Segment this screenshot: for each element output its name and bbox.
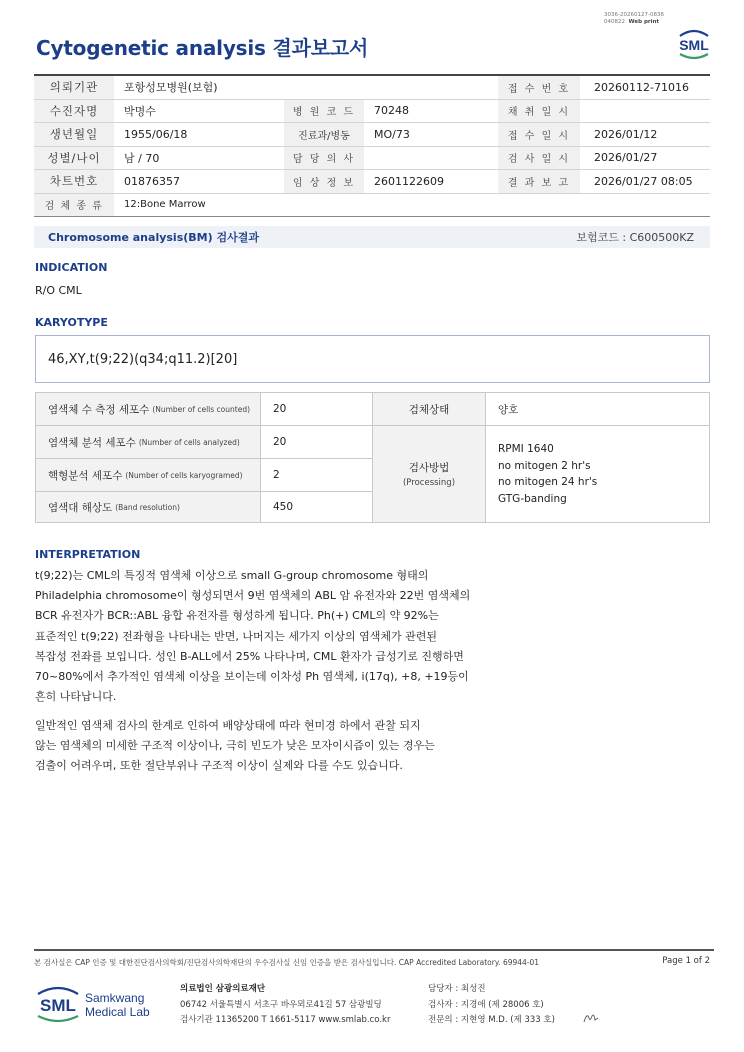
cells-counted-value: 20 — [261, 393, 373, 426]
label-requesting-institution: 의뢰기관 — [34, 76, 114, 99]
header-row — [34, 147, 710, 171]
org-info — [180, 982, 390, 1029]
cells-karyogramed-label: 핵형분석 세포수 (Number of cells karyogramed) — [36, 459, 261, 492]
value-clinical-info: 2601122609 — [374, 174, 444, 188]
section-bar — [34, 226, 710, 248]
section-title: Chromosome analysis(BM) 검사결과 — [48, 231, 259, 244]
label-specimen-type: 검 체 종 류 — [34, 194, 114, 217]
method-item: no mitogen 2 hr's — [498, 459, 591, 472]
label-receipt-number: 접 수 번 호 — [498, 76, 580, 99]
label-hospital-code: 병 원 코 드 — [284, 100, 364, 123]
cells-analyzed-value: 20 — [261, 426, 373, 459]
svg-text:SML: SML — [40, 996, 76, 1015]
cells-counted-label: 염색체 수 측정 세포수 (Number of cells counted) — [36, 393, 261, 426]
value-test-date: 2026/01/27 — [594, 151, 658, 165]
interpretation-heading: INTERPRETATION — [35, 548, 141, 561]
org-address: 06742 서울특별시 서초구 바우뫼로41길 57 삼광빌딩 — [180, 999, 382, 1010]
value-department: MO/73 — [374, 127, 410, 141]
cells-analyzed-label: 염색체 분석 세포수 (Number of cells analyzed) — [36, 426, 261, 459]
staff-person: 담당자 : 최성진 — [428, 984, 486, 994]
staff-info — [428, 982, 555, 1029]
value-collection-date — [584, 100, 710, 123]
label-sex-age: 성별/나이 — [34, 147, 114, 170]
insurance-code: 보험코드 : C600500KZ — [576, 231, 694, 244]
label-chart-number: 차트번호 — [34, 170, 114, 193]
header-row — [34, 194, 710, 218]
value-report-date: 2026/01/27 08:05 — [594, 174, 693, 188]
header-row — [34, 100, 710, 124]
method-list — [486, 426, 709, 522]
value-sex-age: 남 / 70 — [124, 151, 160, 165]
label-department: 진료과/병동 — [284, 123, 364, 146]
header-row — [34, 170, 710, 194]
label-collection-date: 채 취 일 시 — [498, 100, 580, 123]
label-clinical-info: 임 상 정 보 — [284, 170, 364, 193]
accreditation-note: 본 검사실은 CAP 인증 및 대한진단검사의학회/진단검사의학재단의 우수검사실 신임 인증을 받은 검사실입니다. CAP Accredited Laboratory. 69944-01 — [34, 958, 540, 967]
label-report-date: 결 과 보 고 — [498, 170, 580, 193]
label-receipt-date: 접 수 일 시 — [498, 123, 580, 146]
karyotype-value: 46,XY,t(9;22)(q34;q11.2)[20] — [48, 351, 238, 367]
value-hospital-code: 70248 — [374, 104, 409, 118]
method-item: GTG-banding — [498, 492, 567, 505]
karyotype-heading: KARYOTYPE — [35, 316, 108, 329]
value-patient-name: 박명수 — [124, 104, 156, 118]
specimen-status-value: 양호 — [486, 393, 709, 426]
value-specimen-type: 12:Bone Marrow — [124, 199, 206, 211]
label-patient-name: 수진자명 — [34, 100, 114, 123]
value-requesting-institution: 포항성모병원(보험) — [124, 81, 218, 95]
label-physician: 담 당 의 사 — [284, 147, 364, 170]
indication-heading: INDICATION — [35, 261, 108, 274]
value-physician — [364, 147, 494, 170]
staff-specialist: 전문의 : 지현영 M.D. (제 333 호) — [428, 1015, 555, 1025]
footer-divider — [34, 949, 714, 951]
sml-logo — [674, 24, 714, 64]
org-name: 의료법인 삼광의료재단 — [180, 984, 266, 994]
value-chart-number: 01876357 — [124, 174, 180, 188]
band-resolution-value: 450 — [261, 492, 373, 522]
header-row — [34, 123, 710, 147]
svg-text:SML: SML — [679, 37, 709, 53]
patient-info-table — [34, 74, 710, 217]
method-item: RPMI 1640 — [498, 443, 554, 455]
header-row — [34, 76, 710, 100]
method-item: no mitogen 24 hr's — [498, 476, 598, 488]
svg-text:Samkwang: Samkwang — [85, 991, 145, 1005]
svg-text:Medical Lab: Medical Lab — [85, 1005, 150, 1019]
karyotype-box — [35, 335, 710, 383]
interpretation-paragraph-1: t(9;22)는 CML의 특징적 염색체 이상으로 small G-group chromosome 형태의 Philadelphia chromosome이 형성되면서 9번 염색체의 ABL 암 유전자와 22번 염색체의 BCR 유전자가 BCR::ABL 융합 유전자를 형성하게 됩니다. Ph(+) CML의 약 92%는 표준적인 t(9;22) 전좌형을 나타내는 반면, 나머지는 세가지 이상의 염색체가 관련된 복잡성 전좌를 보입니다. 성인 B-ALL에서 25% 나타나며, CML 환자가 급성기로 진행하면 70~80%에서 추가적인 염색체 이상을 보이는데 이차성 Ph 염색체, i(17q), +8, +19등이 흔히 나타납니다. — [35, 569, 471, 704]
page-number: Page 1 of 2 — [662, 956, 710, 966]
value-birth-date: 1955/06/18 — [124, 127, 188, 141]
method-label: 검사방법 (Processing) — [373, 426, 486, 522]
samkwang-logo — [34, 980, 164, 1028]
org-contact: 검사기관 11365200 T 1661-5117 www.smlab.co.kr — [180, 1015, 391, 1025]
specimen-status-label: 검체상태 — [373, 393, 486, 426]
indication-text: R/O CML — [35, 284, 82, 297]
cells-karyogramed-value: 2 — [261, 459, 373, 492]
value-receipt-date: 2026/01/12 — [594, 127, 658, 141]
interpretation-paragraph-2: 일반적인 염색체 검사의 한계로 인하여 배양상태에 따라 현미경 하에서 관찰 되지 않는 염색체의 미세한 구조적 이상이나, 극히 빈도가 낮은 모자이시즘이 있는 경우는 검출이 어려우며, 또한 절단부위나 구조적 이상이 실제와 다를 수도 있습니다. — [35, 719, 435, 773]
report-title: Cytogenetic analysis 결과보고서 — [36, 36, 369, 60]
label-birth-date: 생년월일 — [34, 123, 114, 146]
staff-tester: 검사자 : 지경애 (제 28006 호) — [428, 999, 544, 1010]
value-receipt-number: 20260112-71016 — [594, 80, 689, 94]
cell-count-table — [35, 392, 710, 523]
signature-icon — [582, 1010, 600, 1024]
band-resolution-label: 염색대 해상도 (Band resolution) — [36, 492, 261, 522]
label-test-date: 검 사 일 시 — [498, 147, 580, 170]
report-code: 3036-20260127-0836 040822 Web print — [604, 12, 664, 25]
